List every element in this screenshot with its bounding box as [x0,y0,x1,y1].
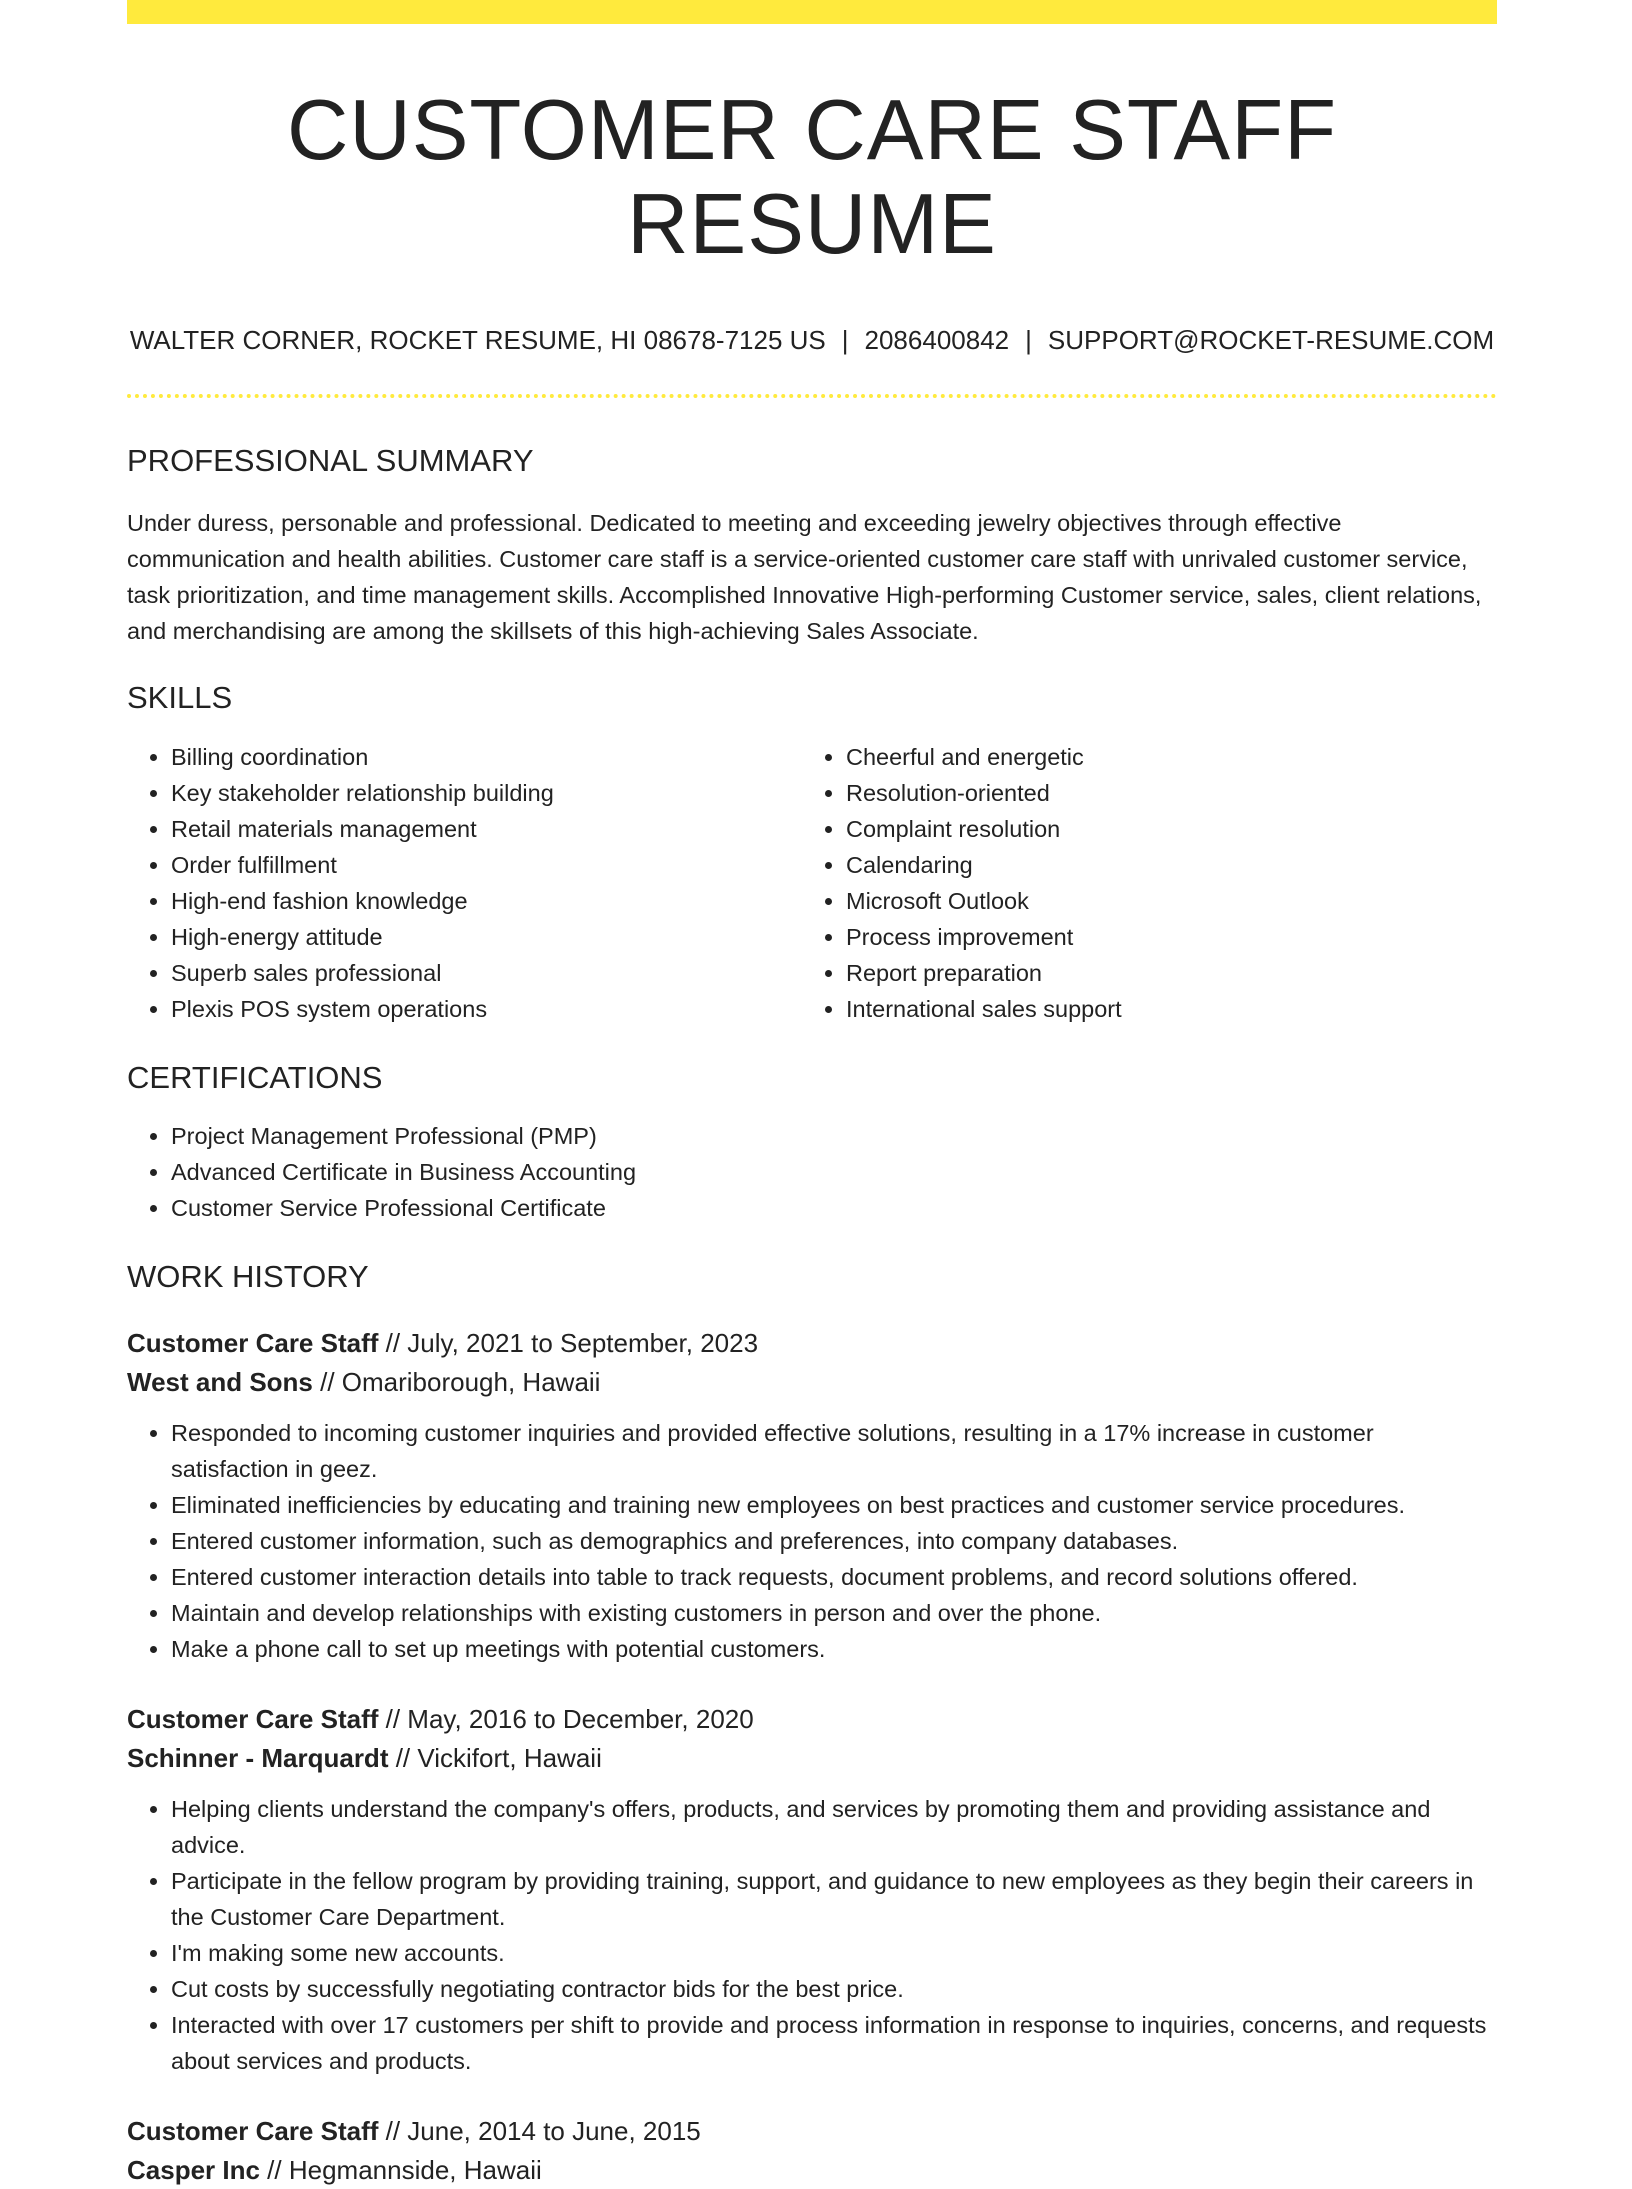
skill-item: • Complaint resolution [846,811,1477,847]
job-bullets [127,1791,1497,2079]
job-bullet: • Maintain and develop relationships with existing customers in person and over the phone. [171,1595,1497,1631]
job-entry [127,1323,1497,1667]
job-title-line [127,1323,1497,1363]
skills-column-right [802,739,1477,1027]
resume-page [127,0,1497,2189]
job-bullet: • Participate in the fellow program by providing training, support, and guidance to new employees as they begin their careers in the Customer Care Department. [171,1863,1497,1935]
job-bullet: • Interacted with over 17 customers per shift to provide and process information in response to inquiries, concerns, and requests about services and products. [171,2007,1497,2079]
job-title: Customer Care Staff [127,2115,379,2146]
summary-heading: PROFESSIONAL SUMMARY [127,443,534,479]
job-bullet: • Helping clients understand the company's offers, products, and services by promoting them and providing assistance and advice. [171,1791,1497,1863]
accent-top-bar [127,0,1497,24]
job-bullet: • Eliminated inefficiencies by educating and training new employees on best practices and customer service procedures. [171,1487,1497,1523]
certifications-list [127,1118,1497,1226]
job-title-line [127,1699,1497,1739]
skill-item: • Resolution-oriented [846,775,1477,811]
job-entry [127,2111,1497,2189]
job-bullet: • Entered customer interaction details into table to track requests, document problems, and record solutions offered. [171,1559,1497,1595]
skill-item: • Process improvement [846,919,1477,955]
skill-item: • Billing coordination [171,739,802,775]
skill-item: • Report preparation [846,955,1477,991]
job-company: Casper Inc [127,2154,260,2185]
skill-item: • Microsoft Outlook [846,883,1477,919]
job-entry [127,1699,1497,2079]
job-location: // Hegmannside, Hawaii [259,2154,542,2185]
job-location: // Omariborough, Hawaii [312,1366,601,1397]
skill-item: • Key stakeholder relationship building [171,775,802,811]
contact-phone: 2086400842 [864,325,1010,355]
job-title: Customer Care Staff [127,1703,379,1734]
job-location: // Vickifort, Hawaii [388,1742,602,1773]
job-dates: // July, 2021 to September, 2023 [378,1327,759,1358]
certification-item: • Advanced Certificate in Business Accounting [171,1154,1497,1190]
dotted-divider [127,394,1497,398]
skill-item: • International sales support [846,991,1477,1027]
job-bullet: • Cut costs by successfully negotiating contractor bids for the best price. [171,1971,1497,2007]
contact-separator: | [841,325,849,355]
job-dates: // June, 2014 to June, 2015 [378,2115,701,2146]
skill-item: • High-energy attitude [171,919,802,955]
work-history-heading: WORK HISTORY [127,1258,369,1294]
skills-heading: SKILLS [127,680,233,716]
job-company-line [127,1739,1497,1777]
job-bullet: • I'm making some new accounts. [171,1935,1497,1971]
contact-separator: | [1025,325,1032,355]
skill-item: • Cheerful and energetic [846,739,1477,775]
skills-list-right [802,739,1477,1027]
skill-item: • Retail materials management [171,811,802,847]
job-bullet: • Entered customer information, such as demographics and preferences, into company databases. [171,1523,1497,1559]
skill-item: • High-end fashion knowledge [171,883,802,919]
job-bullet: • Responded to incoming customer inquiries and provided effective solutions, resulting in a 17% increase in customer satisfaction in geez. [171,1415,1497,1487]
contact-email: SUPPORT@ROCKET-RESUME.COM [1047,325,1495,355]
summary-text: Under duress, personable and professional. Dedicated to meeting and exceeding jewelry objectives through effective communication and health abilities. Customer care staff is a service-oriented customer care staff with unrivaled customer service, task prioritization, and time management skills. Accomplished Innovative High-performing Customer service, sales, client relations, and merchandising are among the skillsets of this high-achieving Sales Associate. [127,510,1482,645]
skills-list-left [127,739,802,1027]
certification-item: • Project Management Professional (PMP) [171,1118,1497,1154]
skill-item: • Superb sales professional [171,955,802,991]
job-company: West and Sons [127,1366,313,1397]
job-bullet: • Make a phone call to set up meetings with potential customers. [171,1631,1497,1667]
skill-item: • Plexis POS system operations [171,991,802,1027]
job-company-line [127,2151,1497,2189]
job-title-line [127,2111,1497,2151]
contact-line [127,325,1497,356]
skill-item: • Calendaring [846,847,1477,883]
job-bullets [127,1415,1497,1667]
job-title: Customer Care Staff [127,1327,379,1358]
resume-title: CUSTOMER CARE STAFF RESUME [286,83,1338,272]
job-company-line [127,1363,1497,1401]
skills-column-left [127,739,802,1027]
contact-address: WALTER CORNER, ROCKET RESUME, HI 08678-7125 US [129,325,826,355]
certifications-heading: CERTIFICATIONS [127,1059,383,1095]
job-dates: // May, 2016 to December, 2020 [378,1703,754,1734]
job-company: Schinner - Marquardt [127,1742,389,1773]
certification-item: • Customer Service Professional Certificate [171,1190,1497,1226]
skill-item: • Order fulfillment [171,847,802,883]
skills-columns [127,739,1497,1027]
